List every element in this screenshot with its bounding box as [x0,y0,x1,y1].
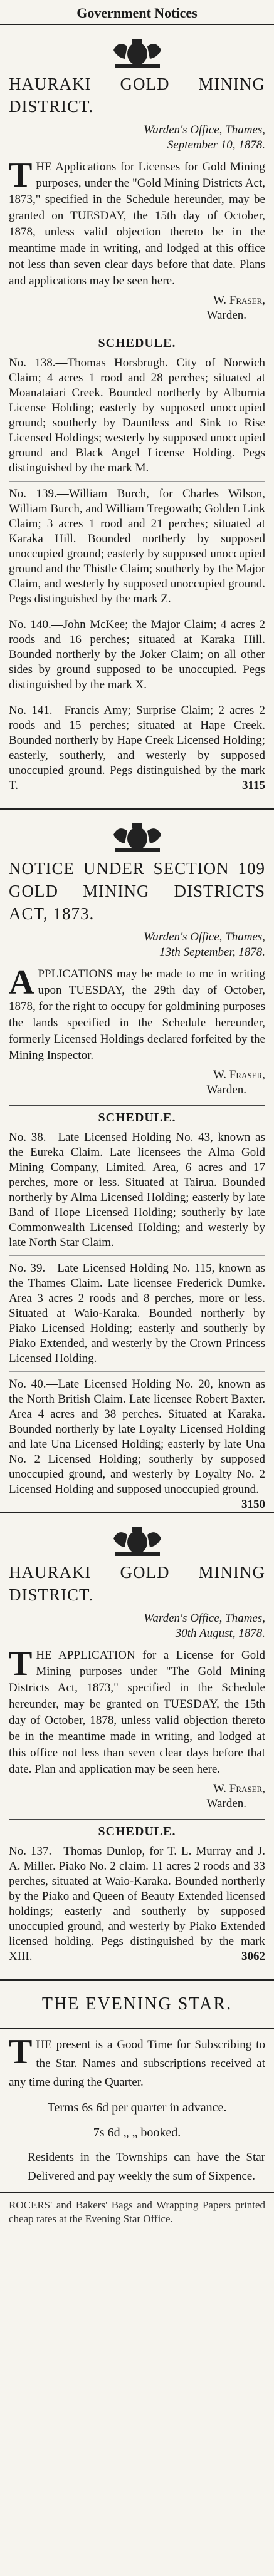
hauraki-notice-1 [0,25,274,810]
notice-dateline [9,930,265,960]
reference-number: 3115 [242,779,265,792]
signature-role: Warden. [206,1083,246,1096]
date-line: September 10, 1878. [167,138,265,152]
schedule-entry: No. 38.—Late Licensed Holding No. 43, known as the Eureka Claim. Late licensees the Alma Gold Mining Company, Limited. Area, 6 acres and 17 perches, more or less. Situated at Tairua. Bounded northerly by Alma Licensed Holding; easterly by late Band of Hope Licensed Holding; southerly by late Commonwealth Licensed Holding; and westerly by late North Star Claim. [9,1130,265,1256]
schedule-entry: No. 137.—Thomas Dunlop, for T. L. Murray and J. A. Miller. Piako No. 2 claim. 11 acres 2 roods and 33 perches, situated at Waio-Karaka. Bounded northerly by the Piako and Queen of Beauty Extended licensed holdings; easterly and southerly by supposed unoccupied ground, and westerly by Piako Extended licensed holding. Pegs distinguished by the mark XIII. 3062 [9,1845,265,1963]
schedule-entry: No. 140.—John McKee; the Major Claim; 4 acres 2 roods and 16 perches; situated at Karaka Hill. Bounded northerly by the Joker Claim; on all other sides by ground supposed to be unoccupied. Pegs distinguished by the mark X. [9,617,265,698]
printing-advert: ROCERS' and Bakers' Bags and Wrapping Papers printed cheap rates at the Evening Star Office. [0,2192,274,2231]
royal-coat-of-arms-icon [100,1525,175,1557]
section-109-notice [0,810,274,1513]
signature-block [9,1781,265,1811]
evening-star-title: THE EVENING STAR. [0,1981,274,2029]
drop-cap: T [9,2032,33,2071]
signature-role: Warden. [206,1797,246,1810]
terms-line: Terms 6s 6d per quarter in advance. [47,2101,227,2115]
notice-body [9,156,265,289]
royal-coat-of-arms-icon [100,821,175,853]
drop-cap: T [9,156,33,195]
notice-body [9,963,265,1064]
drop-cap: T [9,1644,33,1683]
schedule-heading: SCHEDULE. [9,1105,265,1125]
reference-number: 3062 [241,1950,265,1963]
office-line: Warden's Office, Thames, [144,1612,265,1625]
schedule-entry: No. 138.—Thomas Horsbrugh. City of Norwich Claim; 4 acres 1 rood and 28 perches; situated at Moanataiari Creek. Bounded northerly by Alburnia License Holding; easterly by supposed unoccupied ground; southerly by Dauntless and Sink to Rise Licensed Holdings; westerly by supposed unoccupied ground and Black Angel License Holding. Pegs distinguished by the mark M. [9,356,265,482]
notice-title: HAURAKI GOLD MINING DISTRICT. [9,1563,265,1604]
signature-block [9,1068,265,1098]
date-line: 13th September, 1878. [159,945,265,959]
notice-body [9,1644,265,1778]
subscription-paragraph: THE present is a Good Time for Subscribing to the Star. Names and subscriptions received at any time during the Quarter. [9,2032,265,2089]
office-line: Warden's Office, Thames, [144,123,265,137]
section-header: Government Notices [0,0,274,25]
schedule-heading: SCHEDULE. [9,1819,265,1839]
signature-name: W. Fraser, [213,1068,265,1081]
schedule-heading: SCHEDULE. [9,331,265,351]
notice-title: NOTICE UNDER SECTION 109 GOLD MINING DISTRICTS ACT, 1873. [9,859,265,923]
notice-text: HE APPLICATION for a License for Gold Mining purposes under "The Gold Mining Districts Act, 1873," specified in the Schedule hereunder, may be granted on TUESDAY, the 15th day of October, 1878, unless valid objection thereto be in the meantime made in writing, and lodged at this office not less than seven clear days before that date. Plan and application may be seen here. [9,1649,265,1776]
evening-star-advert [9,2032,265,2186]
schedule-entry: No. 40.—Late Licensed Holding No. 20, known as the North British Claim. Late licensee Robert Baxter. Area 4 acres and 38 perches. Situated at Karaka. Bounded northerly by late Loyalty Licensed Holding and late Una Licensed Holding; easterly by late Una No. 2 Licensed Holding; southerly by supposed unoccupied ground, and westerly by Loyalty No. 2 Licensed Holding and supposed unoccupied ground. 3150 [9,1378,265,1511]
delivery-paragraph: Residents in the Townships can have the Star Delivered and pay weekly the sum of Sixpence. [28,2151,265,2183]
schedule-entry: No. 139.—William Burch, for Charles Wilson, William Burch, and William Tregowath; Golden Link Claim; 3 acres 1 rood and 21 perches; situated at Karaka Hill. Bounded northerly by supposed unoccupied ground; easterly by supposed unoccupied ground and the Thistle Claim; southerly by the Major Claim, and westerly by supposed unoccupied ground. Pegs distinguished by the mark Z. [9,487,265,612]
reference-number: 3150 [241,1498,265,1511]
signature-name: W. Fraser, [213,1782,265,1795]
date-line: 30th August, 1878. [175,1627,265,1640]
notice-text: PPLICATIONS may be made to me in writing upon TUESDAY, the 29th day of October, 1878, for the right to occupy for goldmining purposes the lands specified in the Schedule hereunder, formerly Licensed Holdings declared forfeited by the Mining Inspector. [9,967,265,1062]
notice-dateline [9,1611,265,1641]
notice-text: HE Applications for Licenses for Gold Mining purposes, under the "Gold Mining Districts Act, 1873," specified in the Schedule hereunder, may be granted on TUESDAY, the 15th day of October, 1878, unless valid objection thereto be in the meantime made in writing, and lodged at this office not less than seven clear days before that date. Plans and applications may be seen here. [9,160,265,287]
signature-block [9,293,265,323]
schedule-entry: No. 39.—Late Licensed Holding No. 115, known as the Thames Claim. Late licensee Frederick Dumke. Area 3 acres 2 roods and 8 perches, more or less. Situated at Waio-Karaka. Bounded northerly by Piako Licensed Holding; easterly and southerly by Piako Extended, and westerly by the Crown Princess Licensed Holding. [9,1261,265,1372]
drop-cap: A [9,963,34,1002]
notice-title: HAURAKI GOLD MINING DISTRICT. [9,75,265,116]
office-line: Warden's Office, Thames, [144,930,265,944]
schedule-entry: No. 141.—Francis Amy; Surprise Claim; 2 acres 2 roods and 15 perches; situated at Hape Creek. Bounded northerly by Hape Creek Licensed Holding; easterly, southerly, and westerly by supposed unoccupied ground. Pegs distinguished by the mark T. 3115 [9,704,265,792]
signature-role: Warden. [206,309,246,322]
signature-name: W. Fraser, [213,294,265,307]
hauraki-notice-2 [0,1513,274,1981]
notice-dateline [9,123,265,153]
royal-coat-of-arms-icon [100,36,175,69]
terms-booked-line: 7s 6d „ „ booked. [93,2126,181,2140]
